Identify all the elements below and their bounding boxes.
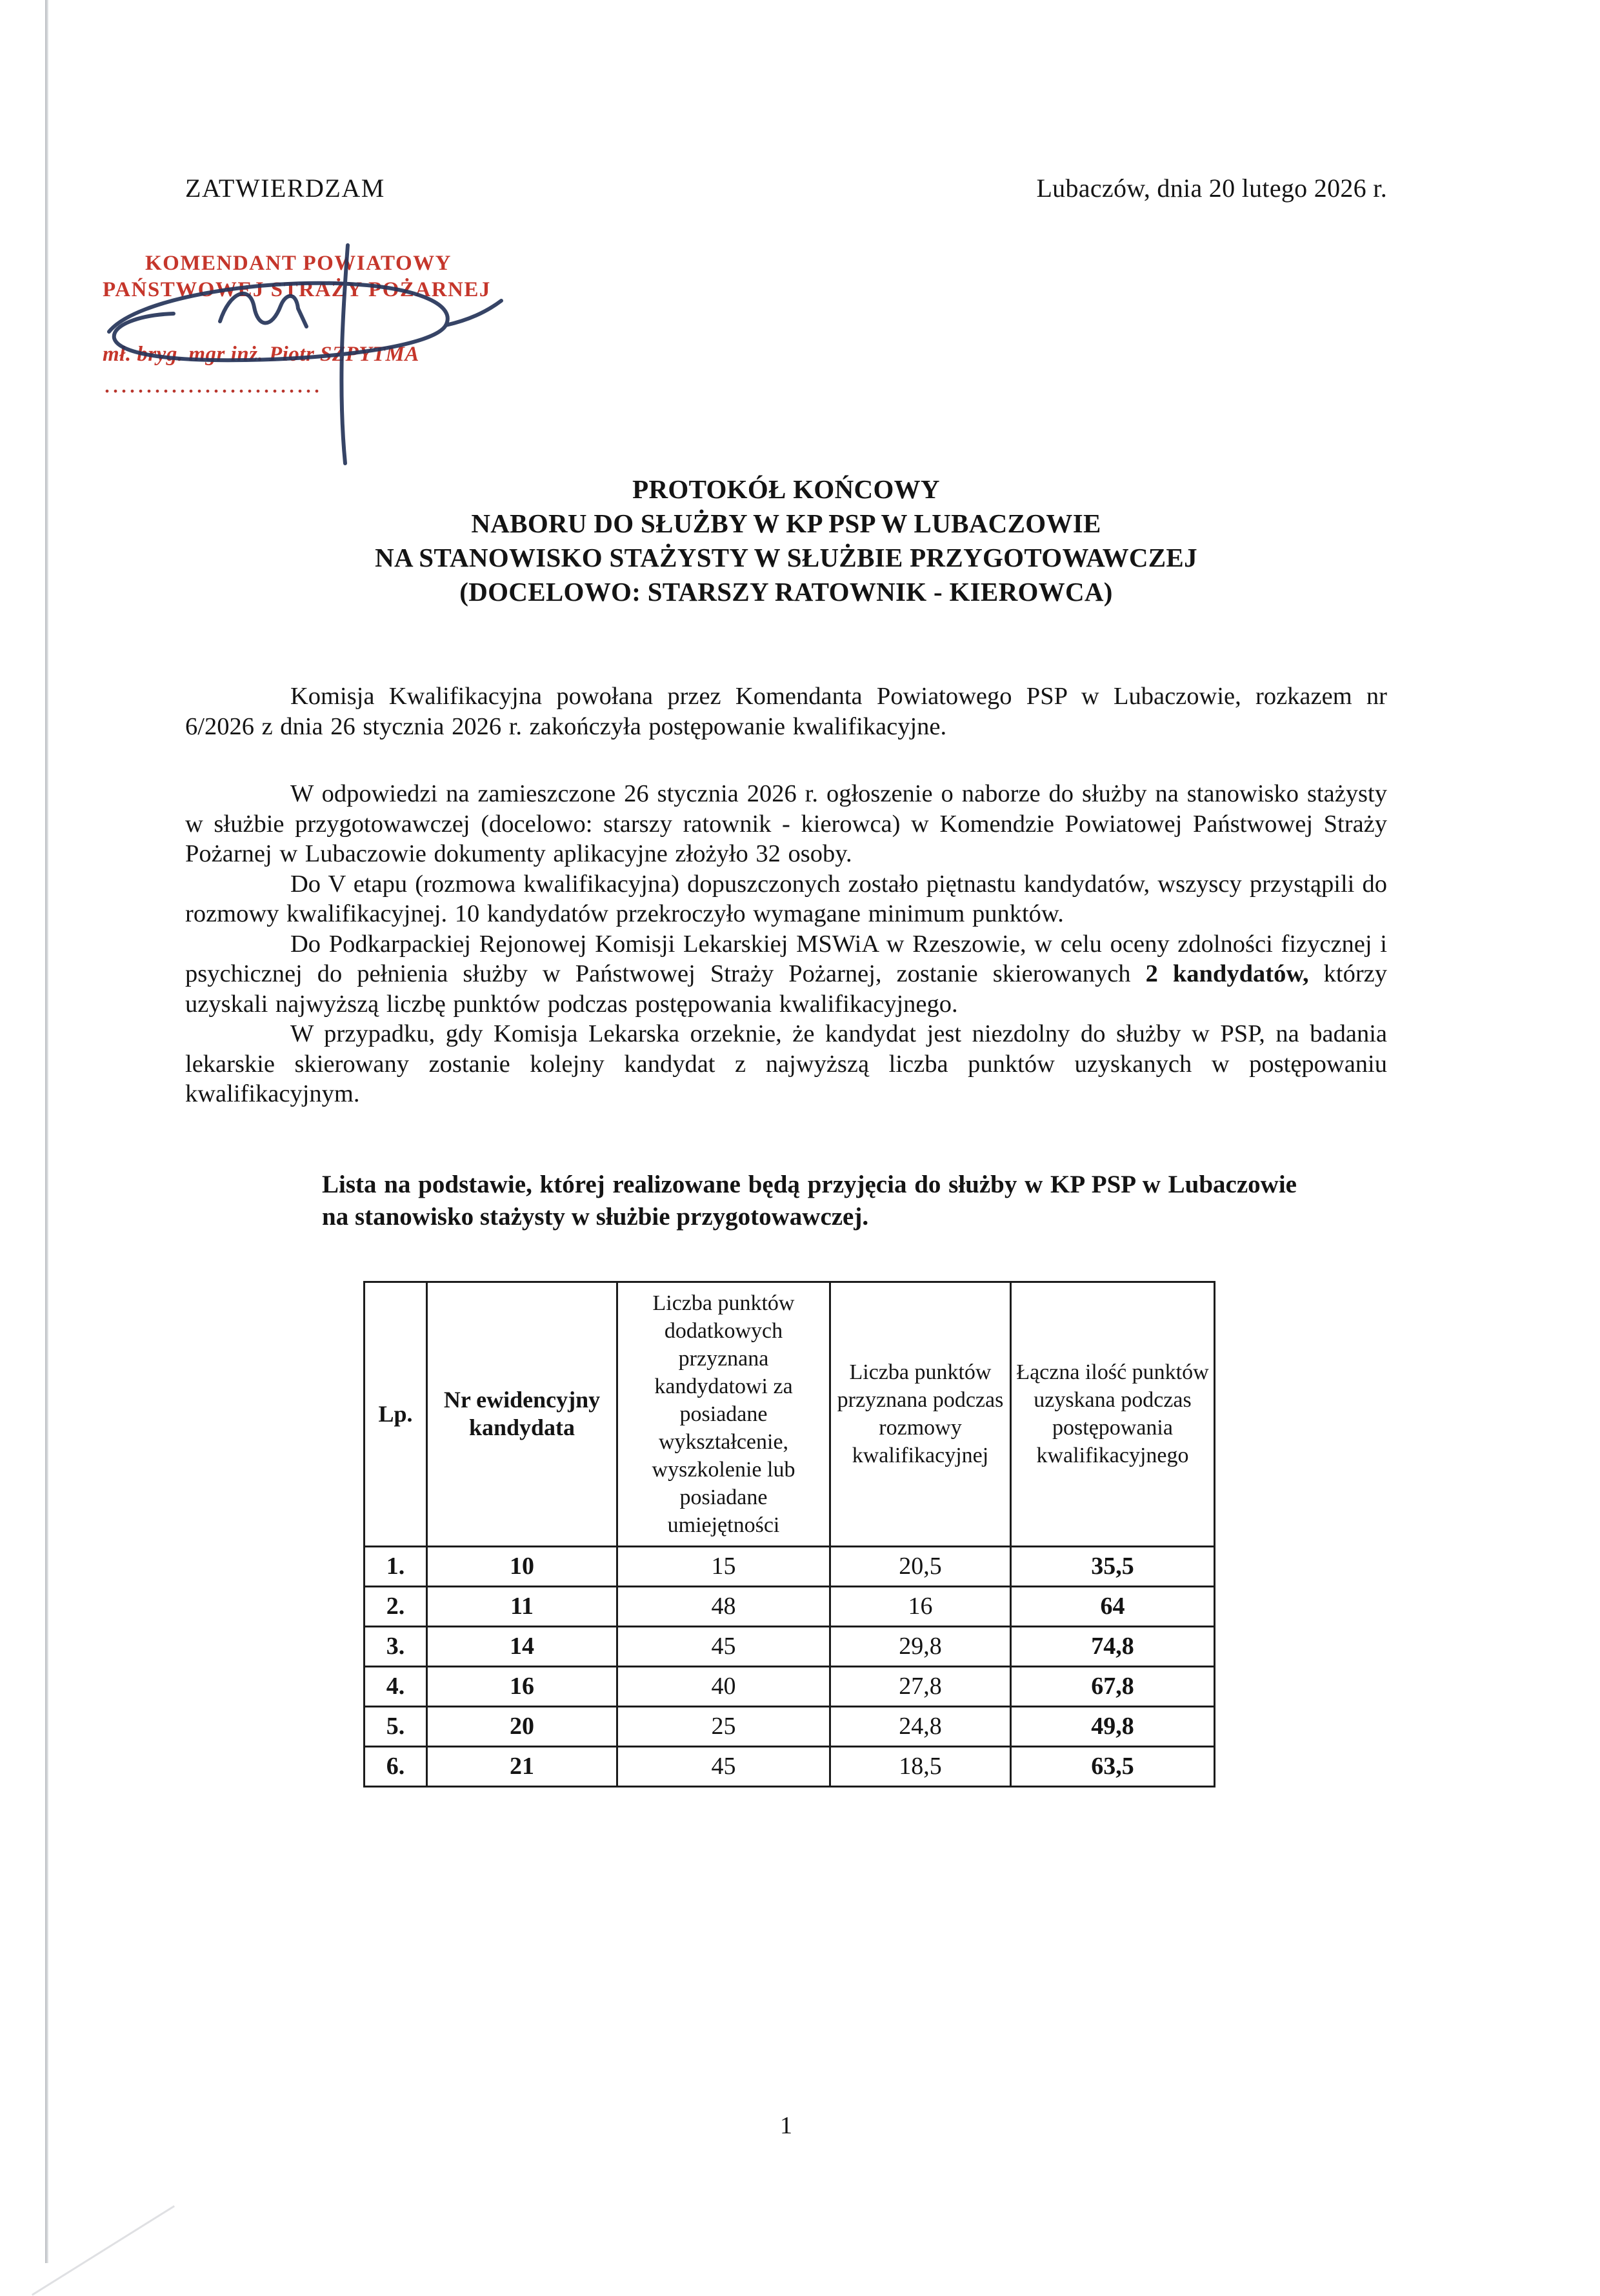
table-cell-total-points: 63,5	[1011, 1746, 1215, 1786]
table-cell-total-points: 74,8	[1011, 1626, 1215, 1666]
table-header-interview-points: Liczba punktów przyznana podczas rozmowy kwalifikacyjnej	[830, 1282, 1011, 1546]
table-cell-interview-points: 16	[830, 1586, 1011, 1626]
table-header-row	[365, 1282, 1215, 1546]
stamp-title-line2: PAŃSTWOWEJ STRAŻY POŻARNEJ	[103, 278, 491, 301]
intro-paragraph: Komisja Kwalifikacyjna powołana przez Komendanta Powiatowego PSP w Lubaczowie, rozkazem nr 6/2026 z dnia 26 stycznia 2026 r. zakończyła postępowanie kwalifikacyjne.	[185, 683, 1387, 740]
table-cell-interview-points: 24,8	[830, 1706, 1011, 1746]
paragraph-medical-bold: 2 kandydatów,	[1145, 960, 1309, 987]
stamp-spacer	[103, 303, 632, 341]
table-cell-total-points: 35,5	[1011, 1546, 1215, 1586]
document-page	[103, 173, 1388, 1787]
table-cell-interview-points: 27,8	[830, 1666, 1011, 1706]
table-cell-additional-points: 40	[617, 1666, 830, 1706]
document-header-row	[185, 173, 1387, 204]
signature-dotted-line: ..........................	[104, 369, 322, 398]
title-line-1: PROTOKÓŁ KOŃCOWY	[632, 474, 940, 504]
approval-stamp	[103, 250, 632, 400]
table-cell-total-points: 64	[1011, 1586, 1215, 1626]
table-cell-lp: 4.	[365, 1666, 427, 1706]
table-row	[365, 1666, 1215, 1706]
table-row	[365, 1546, 1215, 1586]
table-cell-candidate-id: 21	[427, 1746, 617, 1786]
table-cell-additional-points: 25	[617, 1706, 830, 1746]
paragraph-medical-after: którzy uzyskali najwyższą liczbę punktów podczas postępowania kwalifikacyjnego.	[185, 960, 1388, 1018]
table-cell-interview-points: 20,5	[830, 1546, 1011, 1586]
table-cell-candidate-id: 16	[427, 1666, 617, 1706]
paragraph-medical-commission	[185, 929, 1387, 1020]
table-cell-additional-points: 48	[617, 1586, 830, 1626]
table-cell-total-points: 49,8	[1011, 1706, 1215, 1746]
approval-label: ZATWIERDZAM	[185, 174, 385, 203]
table-cell-additional-points: 15	[617, 1546, 830, 1586]
stamp-title-line1: KOMENDANT POWIATOWY	[145, 252, 452, 275]
table-cell-additional-points: 45	[617, 1626, 830, 1666]
title-line-2: NABORU DO SŁUŻBY W KP PSP W LUBACZOWIE	[471, 509, 1101, 538]
table-cell-interview-points: 29,8	[830, 1626, 1011, 1666]
page-number: 1	[780, 2112, 792, 2139]
table-cell-total-points: 67,8	[1011, 1666, 1215, 1706]
table-header-lp: Lp.	[365, 1282, 427, 1546]
table-header-candidate-id: Nr ewidencyjny kandydata	[427, 1282, 617, 1546]
table-cell-candidate-id: 14	[427, 1626, 617, 1666]
place-date: Lubaczów, dnia 20 lutego 2026 r.	[1036, 174, 1387, 203]
scan-edge-artifact	[45, 0, 48, 2263]
table-cell-lp: 3.	[365, 1626, 427, 1666]
paragraph-contingency: W przypadku, gdy Komisja Lekarska orzeknie, że kandydat jest niezdolny do służby w PSP, na badania lekarskie skierowany zostanie kolejny kandydat z najwyższą liczba punktów uzyskanych w postępowaniu kwalifikacyjnym.	[185, 1020, 1387, 1107]
title-line-3: NA STANOWISKO STAŻYSTY W SŁUŻBIE PRZYGOTOWAWCZEJ	[375, 543, 1197, 572]
table-cell-lp: 2.	[365, 1586, 427, 1626]
table-cell-lp: 6.	[365, 1746, 427, 1786]
table-header-total-points: Łączna ilość punktów uzyskana podczas postępowania kwalifikacyjnego	[1011, 1282, 1215, 1546]
table-cell-candidate-id: 20	[427, 1706, 617, 1746]
document-title	[185, 472, 1387, 609]
body-paragraphs	[185, 779, 1387, 1109]
table-cell-candidate-id: 10	[427, 1546, 617, 1586]
table-cell-candidate-id: 11	[427, 1586, 617, 1626]
table-row	[365, 1626, 1215, 1666]
table-row	[365, 1706, 1215, 1746]
table-cell-additional-points: 45	[617, 1746, 830, 1786]
table-row	[365, 1586, 1215, 1626]
results-table	[363, 1281, 1215, 1787]
table-header-additional-points: Liczba punktów dodatkowych przyznana kandydatowi za posiadane wykształcenie, wyszkolenie lub posiadane umiejętności	[617, 1282, 830, 1546]
paragraph-stage-five: Do V etapu (rozmowa kwalifikacyjna) dopuszczonych zostało piętnastu kandydatów, wszyscy przystąpili do rozmowy kwalifikacyjnej. 10 kandydatów przekroczyło wymagane minimum punktów.	[185, 870, 1387, 927]
paragraph-medical-before: Do Podkarpackiej Rejonowej Komisji Lekarskiej MSWiA w Rzeszowie, w celu oceny zdolności fizycznej i psychicznej do pełnienia służby w Państwowej Straży Pożarnej, zostanie skierowanych	[185, 930, 1387, 987]
paragraph-announcement: W odpowiedzi na zamieszczone 26 stycznia 2026 r. ogłoszenie o naborze do służby na stanowisko stażysty w służbie przygotowawczej (docelowo: starszy ratownik - kierowca) w Komendzie Powiatowej Państwowej Straży Pożarnej w Lubaczowie dokumenty aplikacyjne złożyło 32 osoby.	[185, 780, 1387, 867]
signatory-name: mł. bryg. mgr inż. Piotr SZPYTMA	[103, 343, 419, 366]
table-cell-lp: 5.	[365, 1706, 427, 1746]
corner-fold-artifact	[32, 2205, 175, 2295]
table-cell-lp: 1.	[365, 1546, 427, 1586]
table-row	[365, 1746, 1215, 1786]
list-intro-paragraph: Lista na podstawie, której realizowane będą przyjęcia do służby w KP PSP w Lubaczowie na stanowisko stażysty w służbie przygotowawczej.	[322, 1170, 1297, 1231]
table-cell-interview-points: 18,5	[830, 1746, 1011, 1786]
title-line-4: (DOCELOWO: STARSZY RATOWNIK - KIEROWCA)	[459, 577, 1113, 607]
